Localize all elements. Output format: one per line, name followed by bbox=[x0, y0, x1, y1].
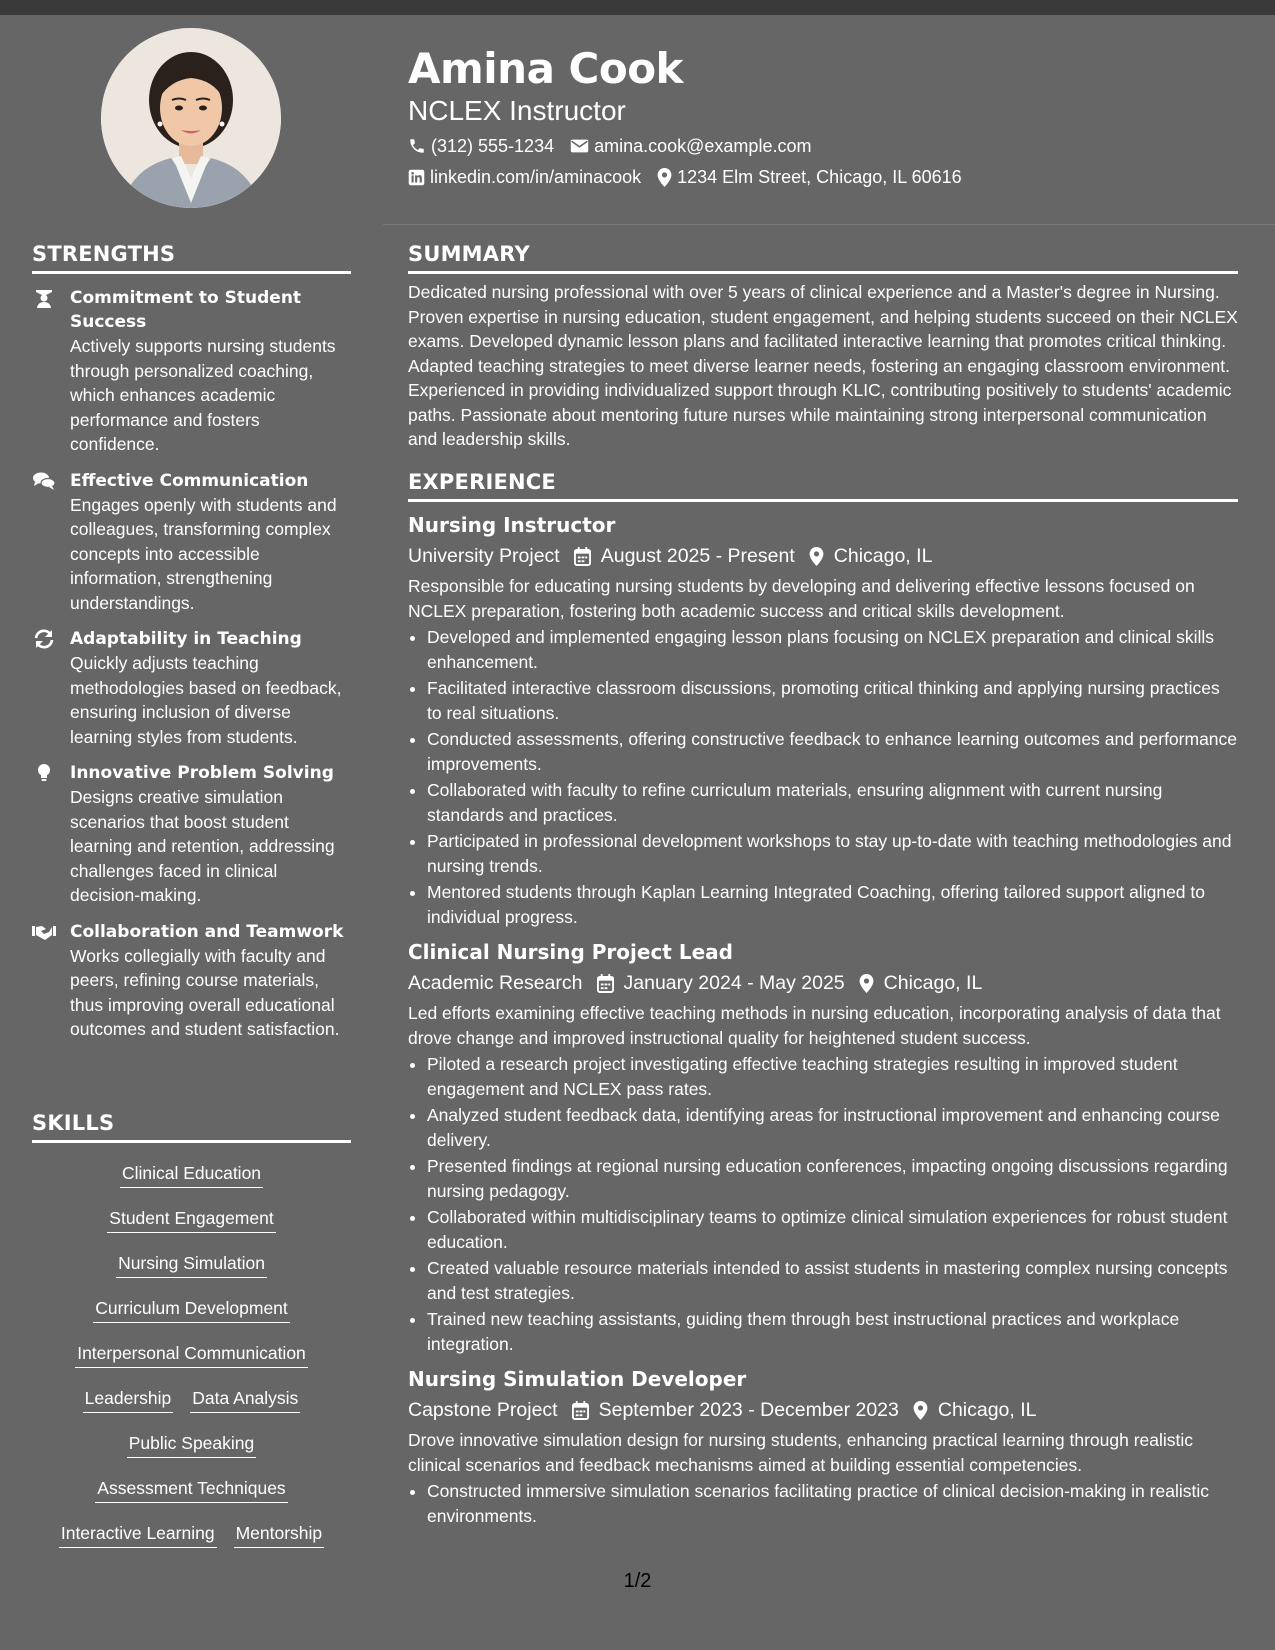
contact-address bbox=[657, 164, 962, 190]
strength-title: Innovative Problem Solving bbox=[70, 763, 334, 783]
job-bullet: • Piloted a research project investigating effective teaching strategies resulting in improved student engagement and NCLEX pass rates. bbox=[427, 1052, 1238, 1101]
strengths-heading: STRENGTHS bbox=[32, 242, 351, 274]
job-meta bbox=[408, 967, 1238, 999]
job-bullet: • Presented findings at regional nursing education conferences, impacting ongoing discussions regarding nursing pedagogy. bbox=[427, 1154, 1238, 1203]
job-bullet: • Developed and implemented engaging lesson plans focusing on NCLEX preparation and clinical skills enhancement. bbox=[427, 625, 1238, 674]
skills-section bbox=[32, 1111, 351, 1566]
strengths-section bbox=[32, 242, 351, 1042]
job-dates: August 2025 - Present bbox=[600, 545, 795, 567]
skill-tag: Assessment Techniques bbox=[95, 1476, 287, 1503]
contact-row-2 bbox=[408, 164, 962, 190]
strength-title: Effective Communication bbox=[70, 470, 309, 491]
contact-row-1 bbox=[408, 133, 811, 159]
person-name: Amina Cook bbox=[408, 44, 683, 93]
job-location: Chicago, IL bbox=[833, 545, 933, 567]
job-title: Clinical Nursing Project Lead bbox=[408, 940, 733, 964]
job-org: Academic Research bbox=[408, 972, 583, 994]
job-bullets bbox=[408, 1052, 1238, 1356]
lightbulb-icon bbox=[32, 763, 56, 783]
handshake-icon bbox=[32, 922, 56, 942]
skill-tag: Student Engagement bbox=[107, 1206, 275, 1233]
strength-item bbox=[32, 627, 351, 749]
job-title: Nursing Simulation Developer bbox=[408, 1367, 747, 1391]
job-bullet: • Trained new teaching assistants, guiding them through best instructional practices and workplace integration. bbox=[427, 1307, 1238, 1356]
job-bullets bbox=[408, 625, 1238, 929]
calendar-icon bbox=[574, 547, 591, 566]
strength-desc: Actively supports nursing students through personalized coaching, which enhances academic performance and fosters confidence. bbox=[70, 336, 336, 454]
strength-desc: Quickly adjusts teaching methodologies based on feedback, ensuring inclusion of diverse learning styles from students. bbox=[70, 653, 342, 747]
contact-email[interactable] bbox=[570, 133, 811, 159]
skills-list bbox=[32, 1161, 351, 1566]
address-text: 1234 Elm Street, Chicago, IL 60616 bbox=[677, 167, 962, 187]
person-title: NCLEX Instructor bbox=[408, 95, 626, 126]
job-desc: Responsible for educating nursing students by developing and delivering effective lessons focused on NCLEX preparation, fostering both academic success and critical skills development. bbox=[408, 576, 1195, 621]
job-bullet: • Mentored students through Kaplan Learning Integrated Coaching, offering tailored support aligned to individual progress. bbox=[427, 880, 1238, 929]
skill-tag: Public Speaking bbox=[127, 1431, 257, 1458]
calendar-icon bbox=[572, 1401, 589, 1420]
header-divider bbox=[383, 224, 1275, 225]
skill-tag: Clinical Education bbox=[120, 1161, 263, 1188]
strength-title: Adaptability in Teaching bbox=[70, 629, 302, 649]
contact-phone bbox=[408, 133, 554, 159]
email-link[interactable]: amina.cook@example.com bbox=[594, 136, 812, 156]
experience-section bbox=[408, 470, 1238, 1530]
envelope-icon bbox=[570, 138, 589, 154]
job-bullet: • Collaborated within multidisciplinary teams to optimize clinical simulation experiences for robust student education. bbox=[427, 1205, 1238, 1254]
job-bullet: • Facilitated interactive classroom discussions, promoting critical thinking and applying nursing practices to real situations. bbox=[427, 676, 1238, 725]
summary-section bbox=[408, 242, 1238, 452]
strength-desc: Designs creative simulation scenarios that boost student learning and retention, addressing challenges faced in clinical decision-making. bbox=[70, 787, 335, 905]
page-number: 1/2 bbox=[623, 1570, 652, 1592]
job-entry bbox=[408, 510, 1238, 929]
profile-photo bbox=[101, 28, 281, 208]
strength-item bbox=[32, 469, 351, 616]
chat-icon bbox=[32, 471, 56, 491]
calendar-icon bbox=[597, 974, 614, 993]
job-meta bbox=[408, 1394, 1238, 1426]
linkedin-link[interactable]: linkedin.com/in/aminacook bbox=[430, 167, 642, 187]
job-meta bbox=[408, 540, 1238, 572]
strength-desc: Engages openly with students and colleagues, transforming complex concepts into accessible information, strengthening understandings. bbox=[70, 494, 337, 613]
job-title: Nursing Instructor bbox=[408, 513, 616, 537]
skills-heading: SKILLS bbox=[32, 1111, 351, 1143]
contact-linkedin[interactable] bbox=[408, 164, 641, 190]
strength-desc: Works collegially with faculty and peers, refining course materials, thus improving overall educational outcomes and student satisfaction. bbox=[70, 945, 340, 1039]
job-desc: Led efforts examining effective teaching methods in nursing education, incorporating analysis of data that drove change and improved instructional quality for heightened student success. bbox=[408, 1003, 1221, 1048]
skill-tag: Interactive Learning bbox=[59, 1521, 217, 1548]
job-entry bbox=[408, 1364, 1238, 1528]
job-org: University Project bbox=[408, 545, 560, 567]
top-bar bbox=[0, 0, 1275, 15]
job-bullet: • Created valuable resource materials intended to assist students in mastering complex nursing concepts and test strategies. bbox=[427, 1256, 1238, 1305]
linkedin-icon bbox=[408, 169, 425, 186]
strength-item bbox=[32, 920, 351, 1042]
location-pin-icon bbox=[913, 1401, 928, 1420]
strength-title: Commitment to Student Success bbox=[70, 288, 302, 332]
skill-tag: Nursing Simulation bbox=[116, 1251, 267, 1278]
job-bullet: • Conducted assessments, offering constructive feedback to enhance learning outcomes and performance improvements. bbox=[427, 727, 1238, 776]
job-bullets bbox=[408, 1479, 1238, 1528]
job-bullet: • Constructed immersive simulation scenarios facilitating practice of clinical decision-making in realistic environments. bbox=[427, 1479, 1238, 1528]
skill-tag: Mentorship bbox=[234, 1521, 325, 1548]
job-org: Capstone Project bbox=[408, 1399, 558, 1421]
graduation-icon bbox=[32, 288, 56, 308]
job-bullet: • Collaborated with faculty to refine curriculum materials, ensuring alignment with current nursing standards and practices. bbox=[427, 778, 1238, 827]
job-entry bbox=[408, 937, 1238, 1356]
skill-tag: Data Analysis bbox=[190, 1386, 300, 1413]
experience-heading: EXPERIENCE bbox=[408, 470, 1238, 502]
skill-tag: Curriculum Development bbox=[93, 1296, 290, 1323]
job-dates: January 2024 - May 2025 bbox=[623, 972, 845, 994]
job-location: Chicago, IL bbox=[883, 972, 983, 994]
phone-icon bbox=[408, 137, 426, 155]
location-pin-icon bbox=[859, 974, 874, 993]
job-bullet: • Analyzed student feedback data, identifying areas for instructional improvement and enhancing course delivery. bbox=[427, 1103, 1238, 1152]
strength-item bbox=[32, 286, 351, 457]
summary-heading: SUMMARY bbox=[408, 242, 1238, 274]
job-bullet: • Participated in professional development workshops to stay up-to-date with teaching methodologies and nursing trends. bbox=[427, 829, 1238, 878]
job-location: Chicago, IL bbox=[937, 1399, 1037, 1421]
skill-tag: Interpersonal Communication bbox=[75, 1341, 308, 1368]
strength-title: Collaboration and Teamwork bbox=[70, 921, 344, 942]
strength-item bbox=[32, 761, 351, 908]
refresh-icon bbox=[32, 629, 56, 649]
summary-text: Dedicated nursing professional with over 5 years of clinical experience and a Master's degree in Nursing. Proven expertise in nursing education, student engagement, and helping students succeed on their NCLEX exams. Developed dynamic lesson plans and facilitated interactive learning that promotes critical thinking. Adapted teaching strategies to meet diverse learner needs, fostering an engaging classroom environment. Experienced in providing individualized support through KLIC, contributing positively to students' academic paths. Passionate about mentoring future nurses while maintaining strong interpersonal communication and leadership skills. bbox=[408, 282, 1238, 449]
job-dates: September 2023 - December 2023 bbox=[598, 1399, 899, 1421]
location-pin-icon bbox=[657, 168, 672, 187]
location-pin-icon bbox=[809, 547, 824, 566]
job-desc: Drove innovative simulation design for nursing students, enhancing practical learning through realistic clinical scenarios and feedback mechanisms aimed at building essential competencies. bbox=[408, 1430, 1194, 1475]
skill-tag: Leadership bbox=[83, 1386, 174, 1413]
phone-text: (312) 555-1234 bbox=[431, 136, 555, 156]
